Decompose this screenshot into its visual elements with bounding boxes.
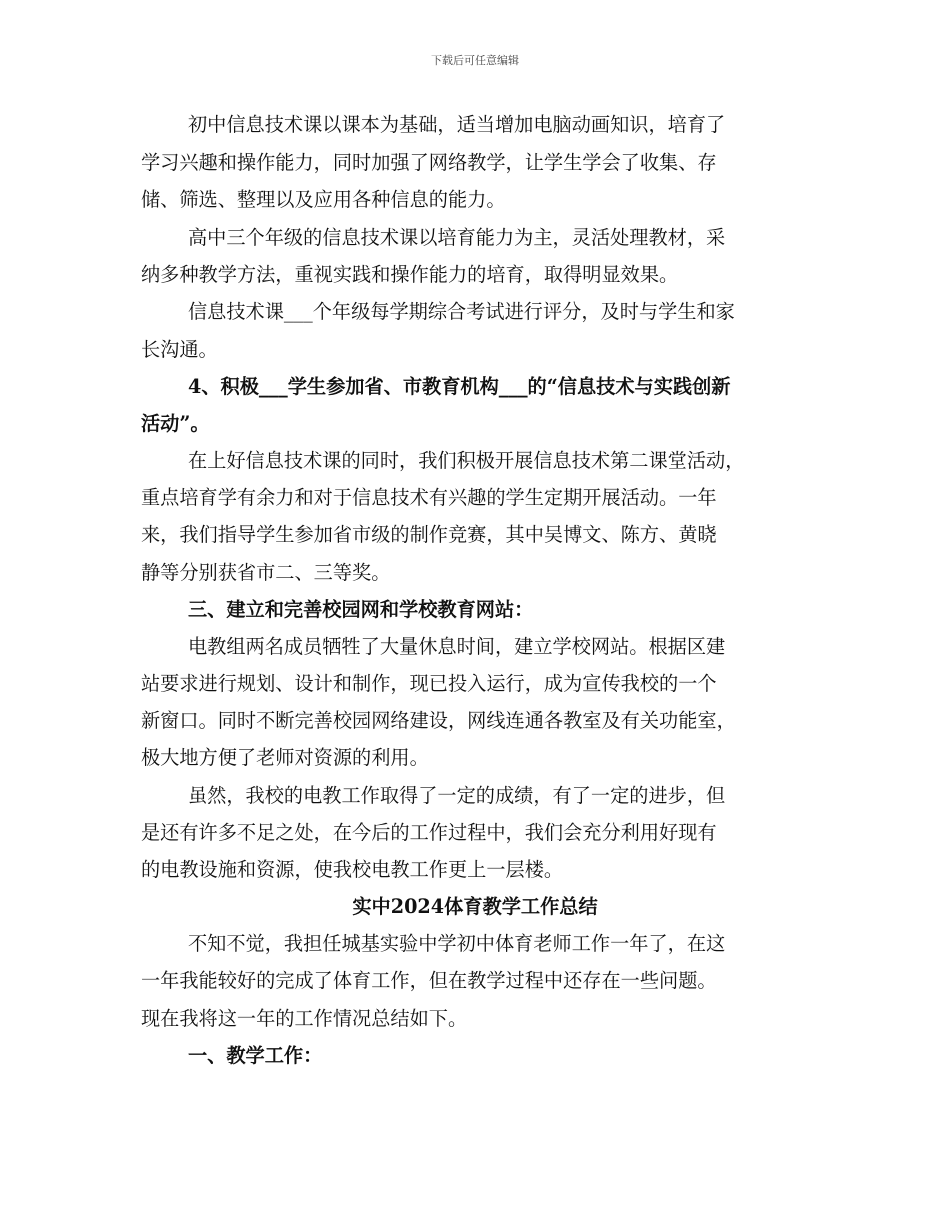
paragraph-line: 的电教设施和资源，使我校电教工作更上一层楼。 (141, 858, 564, 881)
paragraph-line: 极大地方便了老师对资源的利用。 (141, 746, 429, 769)
paragraph-line: 重点培育学有余力和对于信息技术有兴趣的学生定期开展活动。一年 (141, 486, 717, 509)
document-title: 实中2024体育教学工作总结 (352, 895, 598, 918)
paragraph-line: 长沟通。 (141, 338, 218, 361)
paragraph-line: 站要求进行规划、设计和制作，现已投入运行，成为宣传我校的一个 (141, 672, 717, 695)
paragraph-line: 初中信息技术课以课本为基础，适当增加电脑动画知识，培育了 (188, 113, 726, 136)
paragraph-line: 新窗口。同时不断完善校园网络建设，网线连通各教室及有关功能室， (141, 709, 736, 732)
section-heading: 一、教学工作： (188, 1044, 323, 1067)
paragraph-line: 电教组两名成员牺牲了大量休息时间，建立学校网站。根据区建 (188, 635, 726, 658)
paragraph-line: 纳多种教学方法，重视实践和操作能力的培育，取得明显效果。 (141, 263, 679, 286)
paragraph-line: 一年我能较好的完成了体育工作，但在教学过程中还存在一些问题。 (141, 969, 717, 992)
section-heading: 活动”。 (141, 412, 210, 435)
paragraph-line: 在上好信息技术课的同时，我们积极开展信息技术第二课堂活动， (188, 449, 745, 472)
section-heading: 4、积极___学生参加省、市教育机构___的“信息技术与实践创新 (188, 375, 731, 398)
paragraph-line: 高中三个年级的信息技术课以培育能力为主，灵活处理教材，采 (188, 226, 726, 249)
paragraph-line: 是还有许多不足之处，在今后的工作过程中，我们会充分利用好现有 (141, 821, 717, 844)
section-heading: 三、建立和完善校园网和学校教育网站： (188, 598, 534, 621)
paragraph-line: 现在我将这一年的工作情况总结如下。 (141, 1007, 468, 1030)
paragraph-line: 学习兴趣和操作能力，同时加强了网络教学，让学生学会了收集、存 (141, 151, 717, 174)
page-header: 下载后可任意编辑 (431, 54, 519, 67)
paragraph-line: 储、筛选、整理以及应用各种信息的能力。 (141, 188, 506, 211)
paragraph-line: 信息技术课___个年级每学期综合考试进行评分，及时与学生和家 (188, 300, 735, 323)
paragraph-line: 不知不觉，我担任城基实验中学初中体育老师工作一年了，在这 (188, 932, 726, 955)
paragraph-line: 来，我们指导学生参加省市级的制作竞赛，其中吴博文、陈方、黄晓 (141, 523, 717, 546)
paragraph-line: 虽然，我校的电教工作取得了一定的成绩，有了一定的进步，但 (188, 784, 726, 807)
paragraph-line: 静等分别获省市二、三等奖。 (141, 561, 391, 584)
